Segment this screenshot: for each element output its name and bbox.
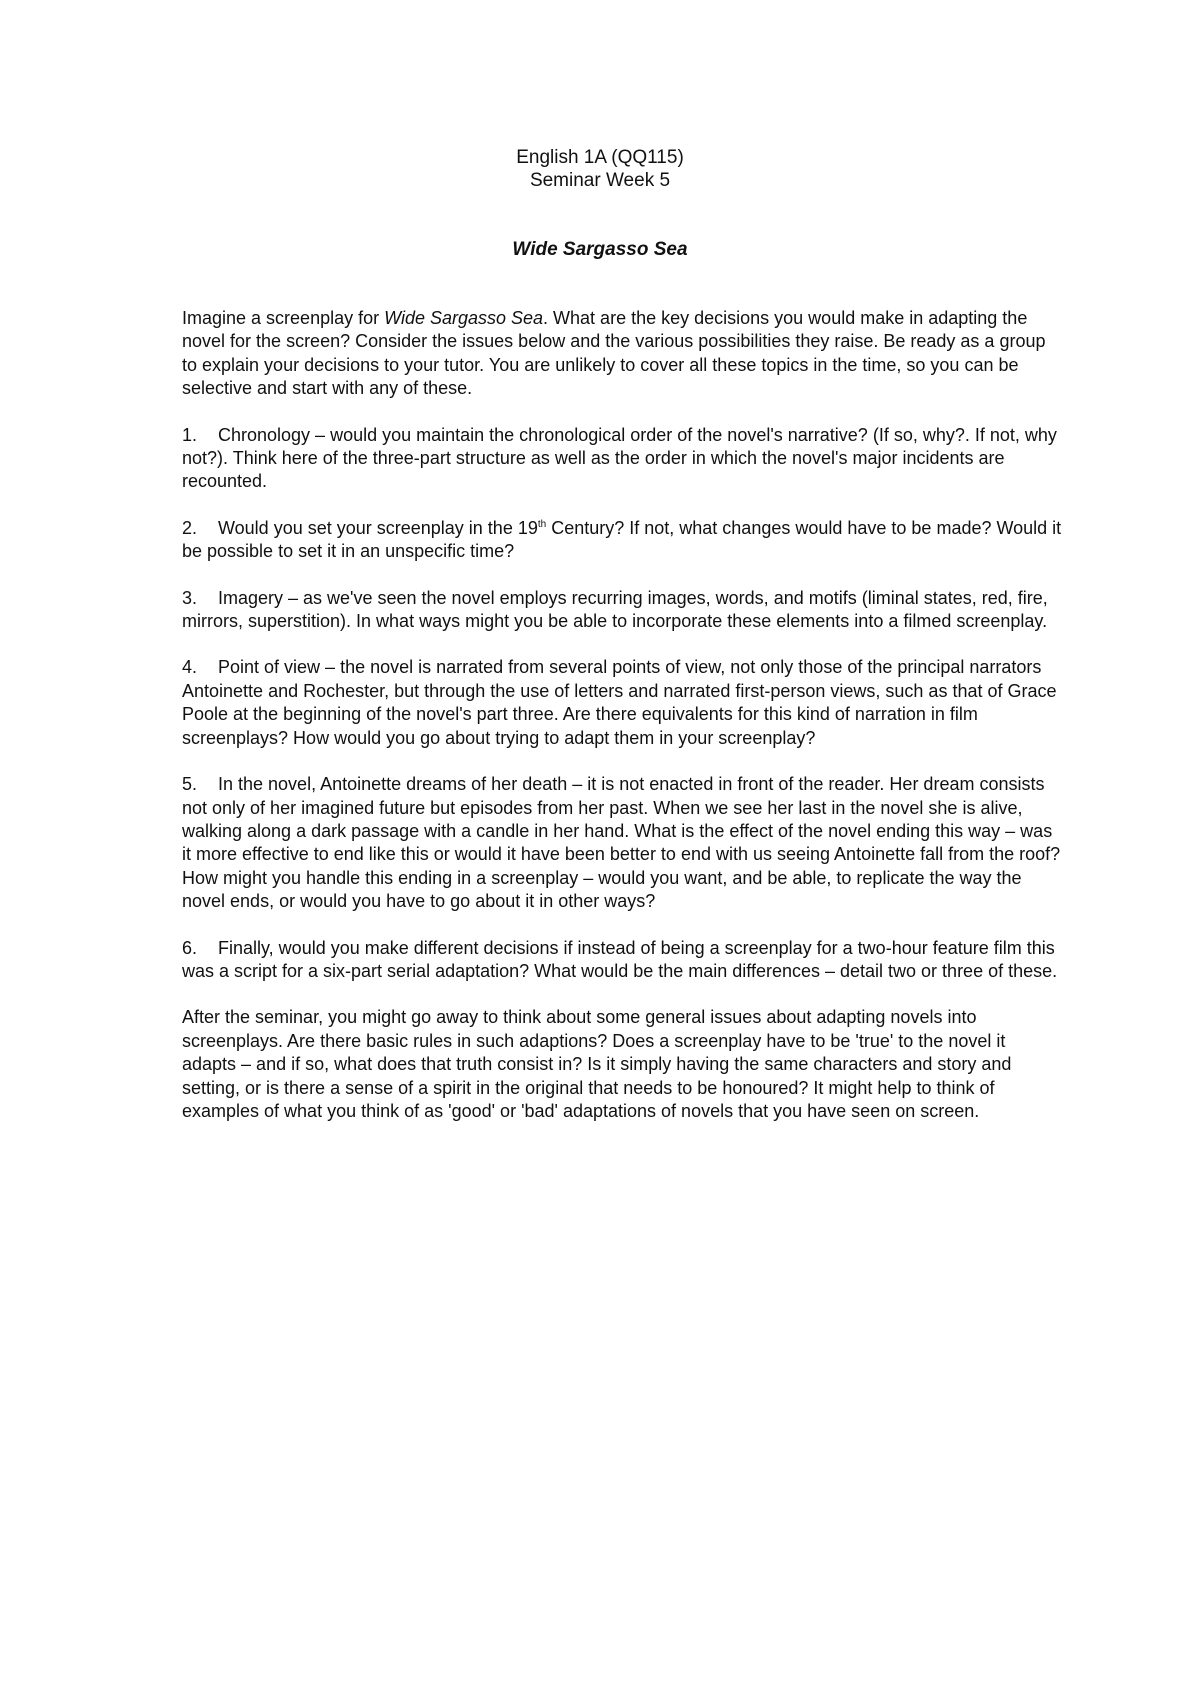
question-5	[182, 773, 1062, 913]
question-text: Finally, would you make different decisions if instead of being a screenplay for a two-hour feature film this was a script for a six-part serial adaptation? What would be the main differences – detail two or three of these.	[182, 937, 1058, 981]
document-header	[0, 146, 1200, 192]
question-6	[182, 937, 1062, 984]
question-number: 5.	[182, 774, 198, 795]
question-4	[182, 656, 1062, 750]
seminar-week: Seminar Week 5	[529, 170, 671, 191]
intro-book-title: Wide Sargasso Sea	[384, 308, 544, 328]
question-2	[182, 517, 1062, 564]
question-number: 1.	[182, 424, 198, 445]
ordinal-suffix: th	[537, 518, 547, 530]
document-title: Wide Sargasso Sea	[512, 239, 688, 260]
question-text: In the novel, Antoinette dreams of her death – it is not enacted in front of the reader. Her dream consists not only of her imagined future but episodes from her past. When we see her last in the novel she is alive, walking along a dark passage with a candle in her hand. What is the effect of the novel ending this way – was it more effective to end like this or would it have been better to end with us seeing Antoinette fall from the roof? How might you handle this ending in a screenplay – would you want, and be able, to replicate the way the novel ends, or would you have to go about it in other ways?	[182, 774, 1061, 912]
closing-paragraph: After the seminar, you might go away to think about some general issues about adapting novels into screenplays. Are there basic rules in such adaptions? Does a screenplay have to be 'true' to the novel it adapts – and if so, what does that truth consist in? Is it simply having the same characters and story and setting, or is there a sense of a spirit in the original that needs to be honoured? It might help to think of examples of what you think of as 'good' or 'bad' adaptations of novels that you have seen on screen.	[182, 1007, 1012, 1121]
intro-paragraph	[182, 307, 1062, 401]
question-3	[182, 587, 1062, 634]
intro-text-end: . What are the key decisions you would make in adapting the novel for the screen? Consider the issues below and the various possibilities they raise. Be ready as a group to explain your decisions to your tutor. You are unlikely to cover all these topics in the time, so you can be selective and start with any of these.	[182, 308, 1046, 399]
question-1	[182, 424, 1062, 494]
question-number: 2.	[182, 517, 198, 538]
question-number: 6.	[182, 937, 198, 958]
question-text: Imagery – as we've seen the novel employs recurring images, words, and motifs (liminal states, red, fire, mirrors, superstition). In what ways might you be able to incorporate these elements into a filmed screenplay.	[182, 587, 1048, 632]
question-text-start: Would you set your screenplay in the 19	[218, 517, 538, 538]
document-body	[182, 307, 1062, 1146]
question-number: 3.	[182, 587, 198, 608]
question-text-end: Century? If not, what changes would have to be made? Would it be possible to set it in an unspecific time?	[182, 517, 1062, 562]
course-code: English 1A (QQ115)	[516, 147, 684, 168]
question-text: Point of view – the novel is narrated from several points of view, not only those of the principal narrators Antoinette and Rochester, but through the use of letters and narrated first-person views, such as that of Grace Poole at the beginning of the novel's part three. Are there equivalents for this kind of narration in film screenplays? How would you go about trying to adapt them in your screenplay?	[182, 657, 1057, 748]
question-text: Chronology – would you maintain the chronological order of the novel's narrative? (If so, why?. If not, why not?). Think here of the three-part structure as well as the order in which the novel's major incidents are recounted.	[182, 424, 1057, 492]
intro-text-start: Imagine a screenplay for	[182, 308, 385, 328]
question-number: 4.	[182, 657, 198, 678]
